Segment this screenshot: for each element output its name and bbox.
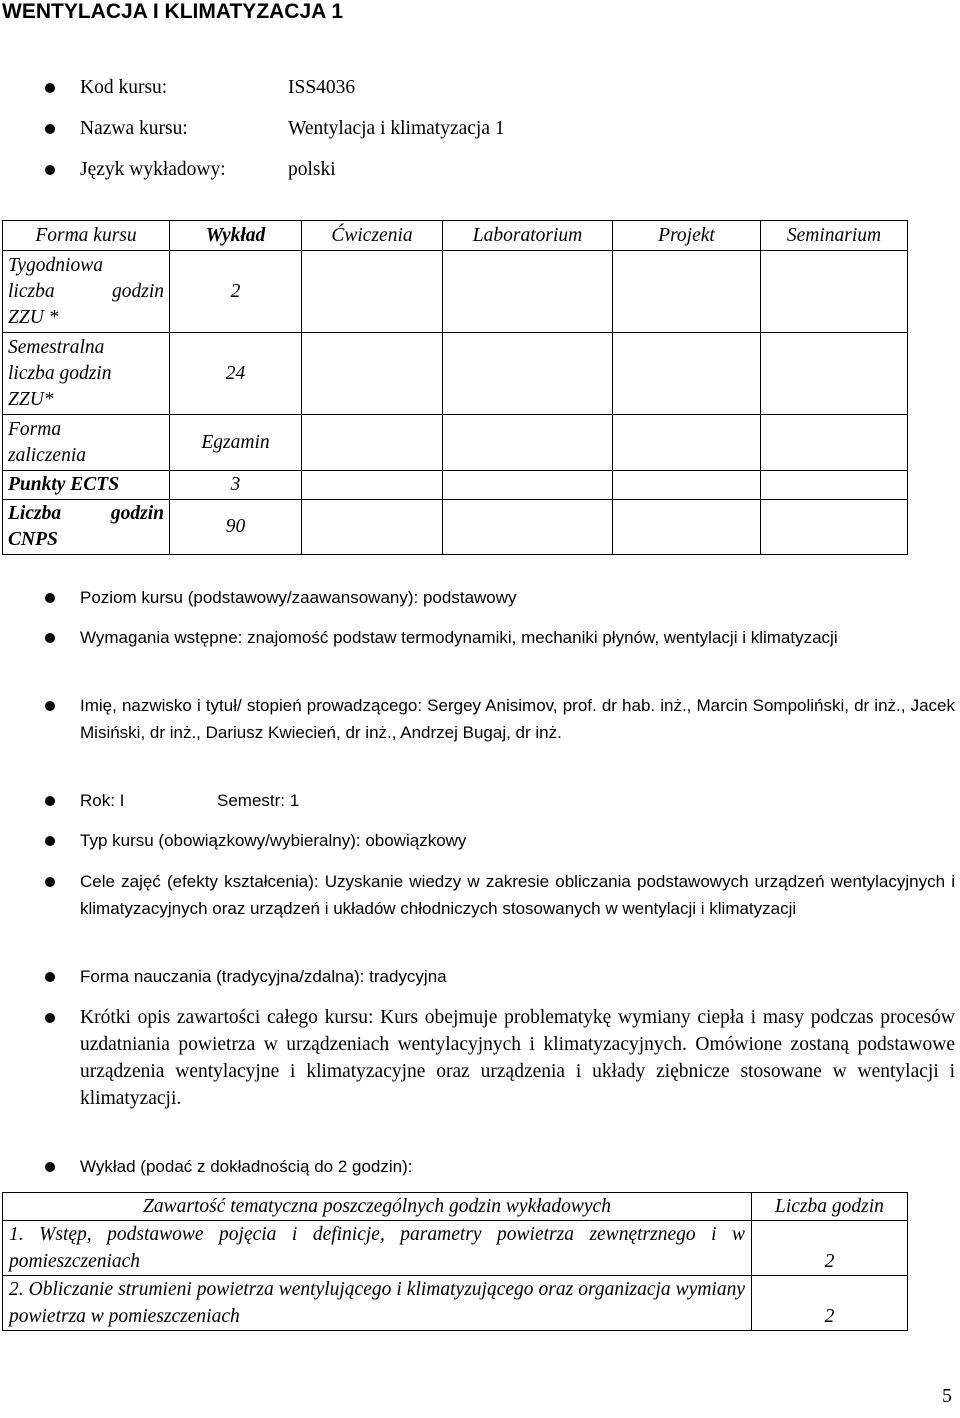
info-label-name: Nazwa kursu: <box>80 118 188 139</box>
cell-empty <box>761 471 908 500</box>
cell-empty <box>443 471 613 500</box>
lecture-heading: Wykład (podać z dokładnością do 2 godzin): <box>80 1157 413 1176</box>
bullet-icon <box>45 593 55 603</box>
header-wyklad: Wykład <box>170 221 302 251</box>
header-hours: Liczba godzin <box>752 1193 908 1221</box>
row-label-forma-zaliczenia: Forma zaliczenia <box>3 415 170 471</box>
header-forma-kursu: Forma kursu <box>3 221 170 251</box>
course-goals: Cele zajęć (efekty kształcenia): Uzyskanie wiedzy w zakresie obliczania podstawowych urządzeń wentylacyjnych i klimatyzacyjnych oraz urządzeń i układów chłodniczych stosowanych w wentylacji i klimatyzacji <box>80 872 955 918</box>
lecture-topic: 1. Wstęp, podstawowe pojęcia i definicje, parametry powietrza zewnętrznego i w pomieszczeniach <box>3 1221 752 1276</box>
bullet-icon <box>45 1162 55 1172</box>
course-level: Poziom kursu (podstawowy/zaawansowany): podstawowy <box>80 588 517 607</box>
row-label-tygodniowa: Tygodniowa liczba godzin ZZU * <box>3 251 170 333</box>
cell-empty <box>302 251 443 333</box>
header-seminarium: Seminarium <box>761 221 908 251</box>
page-number: 5 <box>942 1385 952 1407</box>
cell-empty <box>613 471 761 500</box>
row-label-ects: Punkty ECTS <box>3 471 170 500</box>
prerequisites: Wymagania wstępne: znajomość podstaw termodynamiki, mechaniki płynów, wentylacji i klimatyzacji <box>80 628 838 647</box>
bullet-icon <box>45 124 55 134</box>
lecture-hours: 2 <box>752 1221 908 1276</box>
cell-ects-wyklad: 3 <box>170 471 302 500</box>
cell-empty <box>761 500 908 555</box>
document-title: WENTYLACJA I KLIMATYZACJA 1 <box>2 0 344 23</box>
instructors: Imię, nazwisko i tytuł/ stopień prowadzącego: Sergey Anisimov, prof. dr hab. inż., Marcin Sompoliński, dr inż., Jacek Misiński, dr inż., Dariusz Kwiecień, dr inż., Andrzej Bugaj, dr inż. <box>80 696 955 742</box>
course-type: Typ kursu (obowiązkowy/wybieralny): obowiązkowy <box>80 831 467 850</box>
bullet-icon <box>45 836 55 846</box>
year: Rok: I <box>80 791 125 810</box>
info-value-language: polski <box>288 159 336 180</box>
info-value-name: Wentylacja i klimatyzacja 1 <box>288 118 505 139</box>
cell-empty <box>302 500 443 555</box>
lecture-topic: 2. Obliczanie strumieni powietrza wentylującego i klimatyzującego oraz organizacja wymiany powietrza w pomieszczeniach <box>3 1276 752 1331</box>
cell-empty <box>443 251 613 333</box>
course-description: Krótki opis zawartości całego kursu: Kurs obejmuje problematykę wymiany ciepła i masy podczas procesów uzdatniania powietrza w urządzeniach wentylacyjnych i klimatyzacyjnych. Omówione zostaną podstawowe urządzenia wentylacyjne i klimatyzacyjne oraz urządzenia i układy ziębnicze stosowane w wentylacji i klimatyzacji. <box>80 1007 955 1109</box>
cell-empty <box>613 415 761 471</box>
cell-empty <box>761 333 908 415</box>
lecture-table <box>2 1192 908 1331</box>
info-label-language: Język wykładowy: <box>80 159 226 180</box>
row-label-cnps: Liczba godzin CNPS <box>3 500 170 555</box>
cell-empty <box>613 251 761 333</box>
cell-zaliczenie-wyklad: Egzamin <box>170 415 302 471</box>
bullet-icon <box>45 701 55 711</box>
bullet-icon <box>45 796 55 806</box>
cell-empty <box>443 333 613 415</box>
cell-empty <box>443 500 613 555</box>
cell-empty <box>761 415 908 471</box>
bullet-icon <box>45 972 55 982</box>
row-label-semestralna: Semestralna liczba godzin ZZU* <box>3 333 170 415</box>
cell-empty <box>443 415 613 471</box>
cell-empty <box>302 333 443 415</box>
bullet-icon <box>45 1013 55 1023</box>
header-laboratorium: Laboratorium <box>443 221 613 251</box>
cell-empty <box>302 471 443 500</box>
header-topic: Zawartość tematyczna poszczególnych godzin wykładowych <box>3 1193 752 1221</box>
header-projekt: Projekt <box>613 221 761 251</box>
teaching-form: Forma nauczania (tradycyjna/zdalna): tradycyjna <box>80 967 447 986</box>
cell-empty <box>302 415 443 471</box>
bullet-icon <box>45 83 55 93</box>
header-cwiczenia: Ćwiczenia <box>302 221 443 251</box>
cell-tygodniowa-wyklad: 2 <box>170 251 302 333</box>
info-value-code: ISS4036 <box>288 77 356 98</box>
semester: Semestr: 1 <box>217 791 300 810</box>
cell-empty <box>761 251 908 333</box>
cell-cnps-wyklad: 90 <box>170 500 302 555</box>
bullet-icon <box>45 633 55 643</box>
bullet-icon <box>45 877 55 887</box>
cell-empty <box>613 500 761 555</box>
bullet-icon <box>45 165 55 175</box>
course-form-table <box>2 220 908 555</box>
info-label-code: Kod kursu: <box>80 77 168 98</box>
lecture-hours: 2 <box>752 1276 908 1331</box>
cell-empty <box>613 333 761 415</box>
cell-semestralna-wyklad: 24 <box>170 333 302 415</box>
